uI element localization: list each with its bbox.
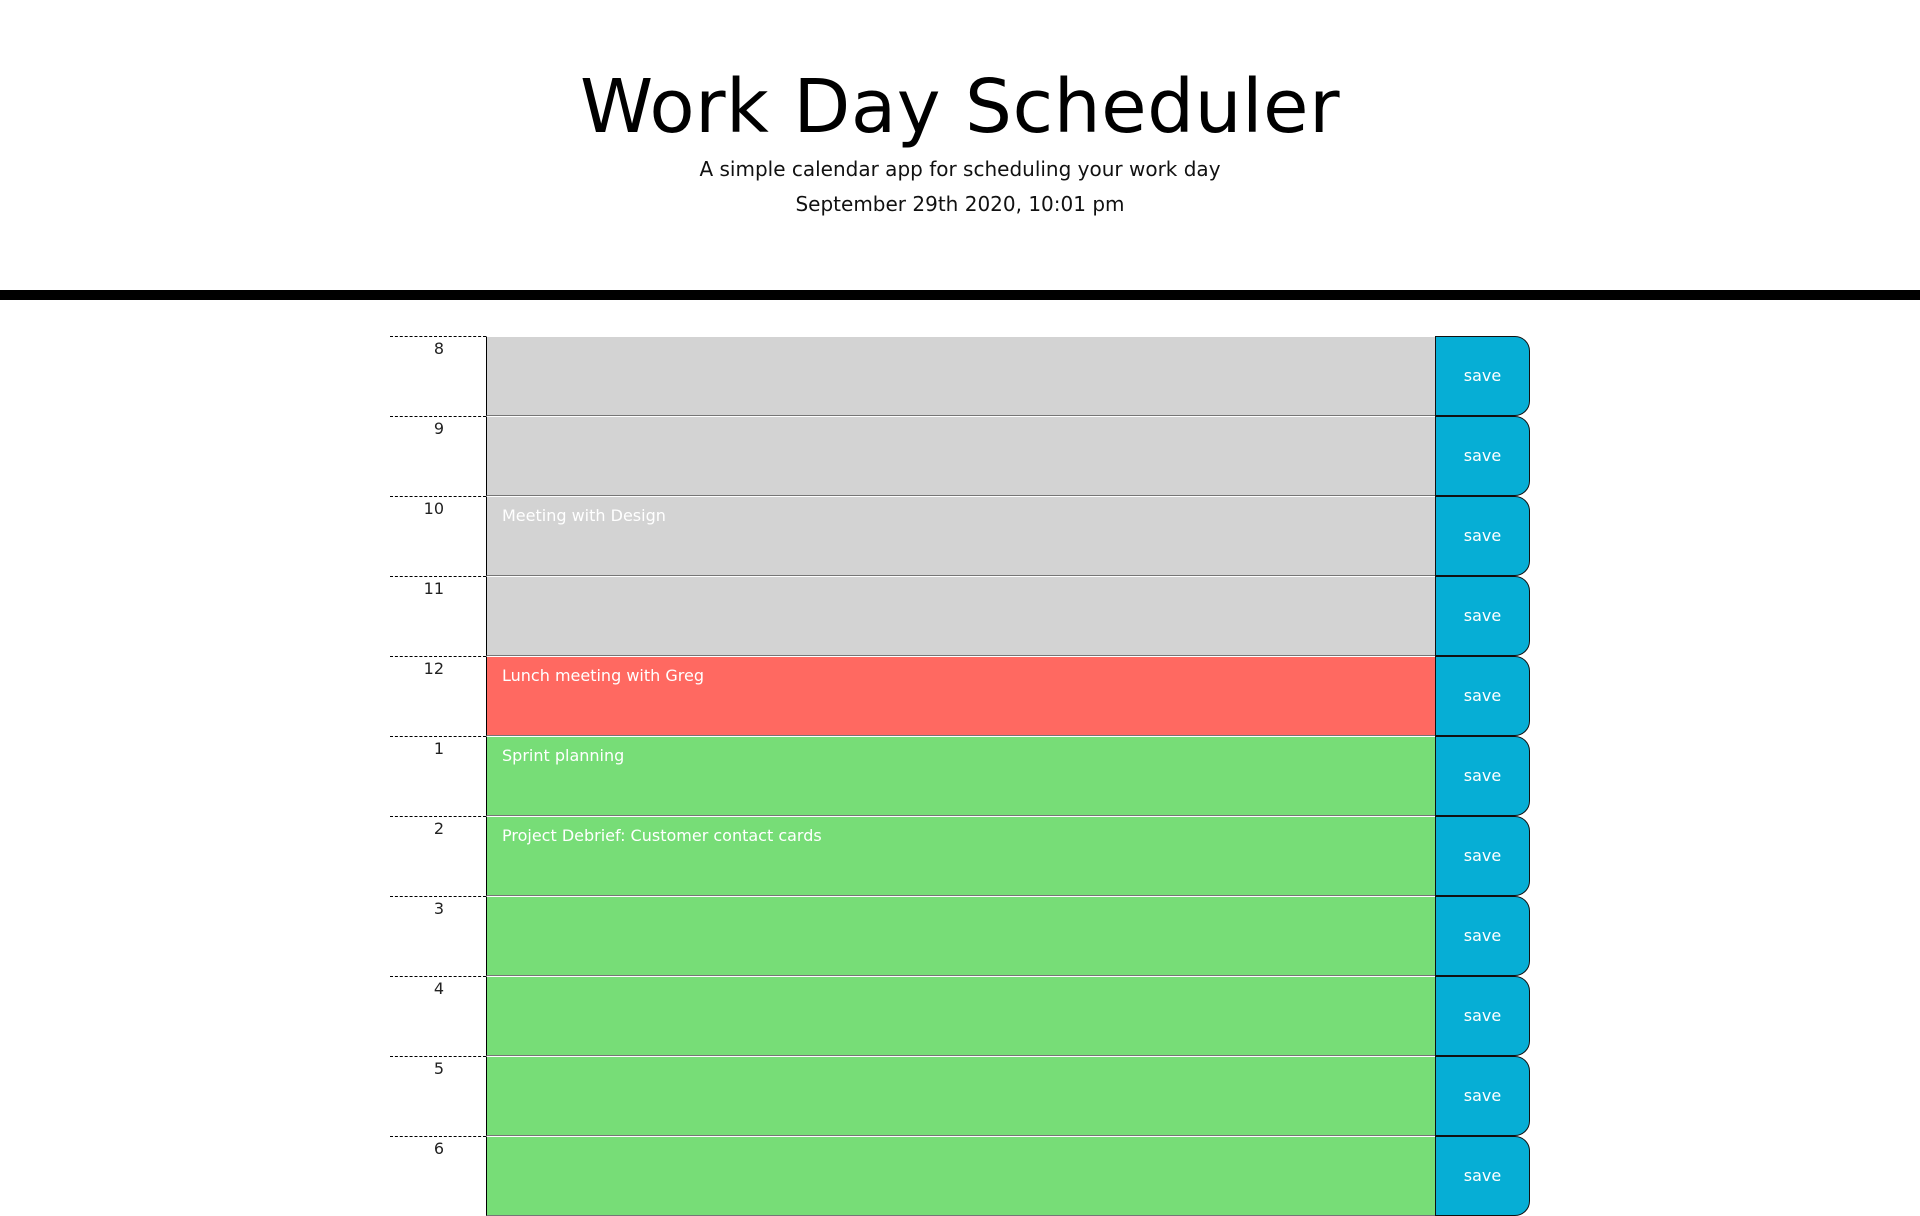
description-input[interactable]	[486, 416, 1436, 496]
time-block	[390, 656, 1530, 736]
current-day: September 29th 2020, 10:01 pm	[795, 192, 1125, 216]
description-input[interactable]	[486, 976, 1436, 1056]
time-block	[390, 896, 1530, 976]
page-title: Work Day Scheduler	[579, 64, 1341, 150]
schedule-container	[390, 336, 1530, 1216]
hour-label: 1	[390, 736, 486, 816]
description-input[interactable]	[486, 656, 1436, 736]
description-input[interactable]	[486, 576, 1436, 656]
save-button[interactable]: save	[1435, 1136, 1530, 1216]
save-button[interactable]: save	[1435, 576, 1530, 656]
time-block	[390, 416, 1530, 496]
description-input[interactable]	[486, 816, 1436, 896]
time-block	[390, 576, 1530, 656]
time-block	[390, 1136, 1530, 1216]
description-input[interactable]	[486, 496, 1436, 576]
description-input[interactable]	[486, 736, 1436, 816]
time-block	[390, 336, 1530, 416]
hour-label: 8	[390, 336, 486, 416]
hour-label: 11	[390, 576, 486, 656]
page-subtitle: A simple calendar app for scheduling your work day	[699, 157, 1221, 181]
save-button[interactable]: save	[1435, 1056, 1530, 1136]
time-block	[390, 736, 1530, 816]
header	[0, 0, 1920, 300]
hour-label: 2	[390, 816, 486, 896]
hour-label: 4	[390, 976, 486, 1056]
hour-label: 5	[390, 1056, 486, 1136]
save-button[interactable]: save	[1435, 656, 1530, 736]
hour-label: 12	[390, 656, 486, 736]
description-input[interactable]	[486, 336, 1436, 416]
description-input[interactable]	[486, 1136, 1436, 1216]
save-button[interactable]: save	[1435, 816, 1530, 896]
description-input[interactable]	[486, 896, 1436, 976]
save-button[interactable]: save	[1435, 336, 1530, 416]
save-button[interactable]: save	[1435, 976, 1530, 1056]
time-block	[390, 976, 1530, 1056]
time-block	[390, 816, 1530, 896]
save-button[interactable]: save	[1435, 896, 1530, 976]
hour-label: 6	[390, 1136, 486, 1216]
hour-label: 9	[390, 416, 486, 496]
hour-label: 10	[390, 496, 486, 576]
hour-label: 3	[390, 896, 486, 976]
save-button[interactable]: save	[1435, 496, 1530, 576]
save-button[interactable]: save	[1435, 736, 1530, 816]
time-block	[390, 496, 1530, 576]
time-block	[390, 1056, 1530, 1136]
save-button[interactable]: save	[1435, 416, 1530, 496]
description-input[interactable]	[486, 1056, 1436, 1136]
